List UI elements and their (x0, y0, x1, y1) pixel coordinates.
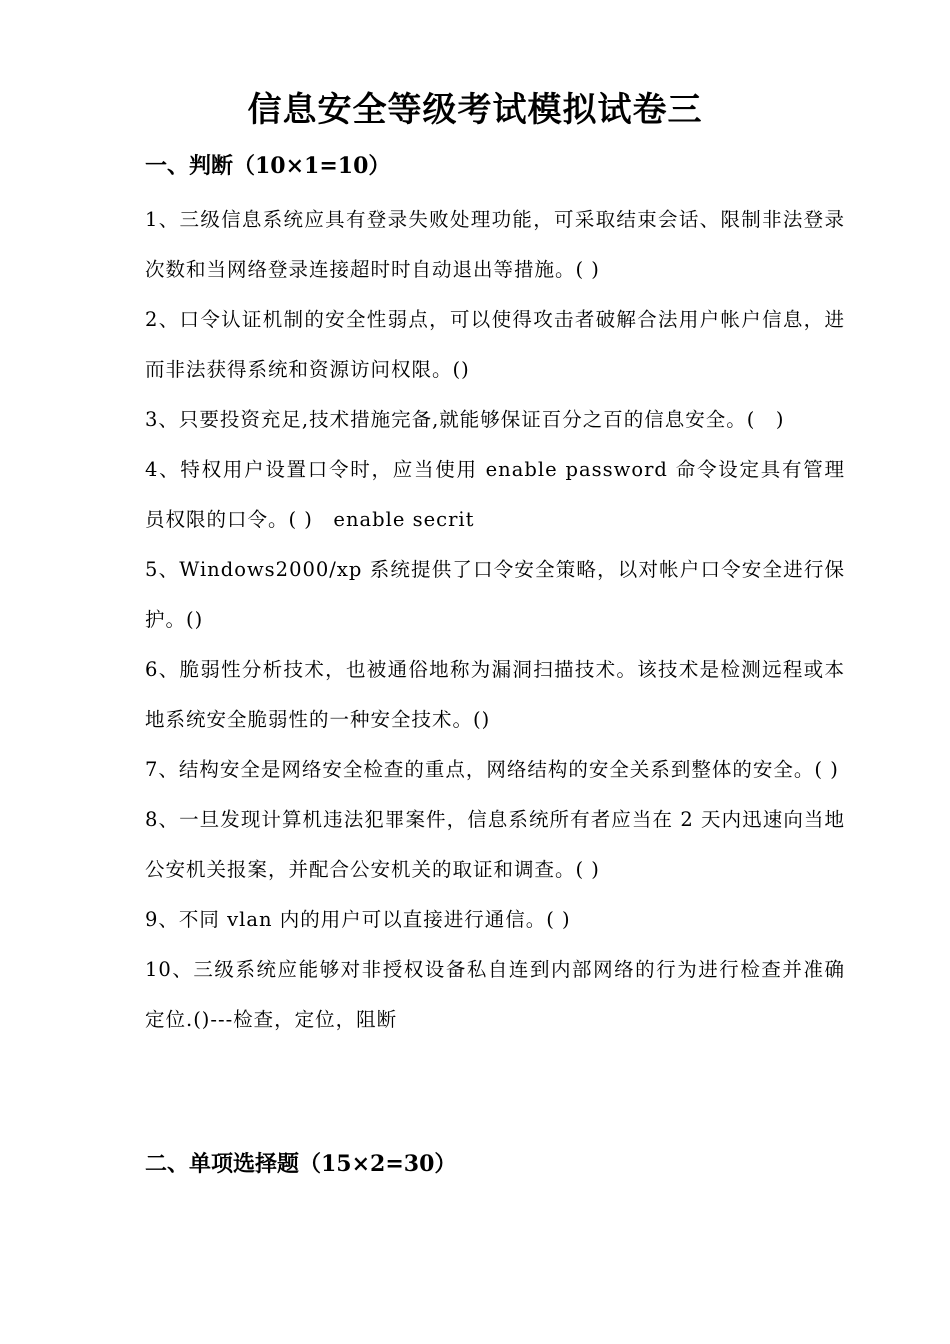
question-item-7: 7、结构安全是网络安全检查的重点，网络结构的安全关系到整体的安全。( ) (145, 758, 839, 781)
question-item-8: 8、一旦发现计算机违法犯罪案件，信息系统所有者应当在 2 天内迅速向当地公安机关报案，并配合公安机关的取证和调查。( ) (145, 808, 845, 881)
question-item-5: 5、Windows2000/xp 系统提供了口令安全策略，以对帐户口令安全进行保护。() (145, 558, 845, 631)
page-title: 信息安全等级考试模拟试卷三 (247, 90, 703, 130)
question-list (145, 195, 845, 1045)
section-heading-single-choice: 二、单项选择题（15×2=30） (145, 1151, 457, 1177)
question-item-9: 9、不同 vlan 内的用户可以直接进行通信。( ) (145, 908, 571, 931)
question-item-1: 1、三级信息系统应具有登录失败处理功能，可采取结束会话、限制非法登录次数和当网络登录连接超时时自动退出等措施。( ) (145, 208, 845, 281)
question-item-3: 3、只要投资充足,技术措施完备,就能够保证百分之百的信息安全。( ) (145, 408, 785, 431)
question-item-2: 2、口令认证机制的安全性弱点，可以使得攻击者破解合法用户帐户信息，进而非法获得系统和资源访问权限。() (145, 308, 845, 381)
section-heading-true-false: 一、判断（10×1=10） (145, 153, 391, 179)
question-item-4: 4、特权用户设置口令时，应当使用 enable password 命令设定具有管理员权限的口令。( ) enable secrit (145, 458, 845, 531)
question-item-6: 6、脆弱性分析技术，也被通俗地称为漏洞扫描技术。该技术是检测远程或本地系统安全脆弱性的一种安全技术。() (145, 658, 845, 731)
question-item-10: 10、三级系统应能够对非授权设备私自连到内部网络的行为进行检查并准确定位.()---检查，定位，阻断 (145, 958, 845, 1031)
